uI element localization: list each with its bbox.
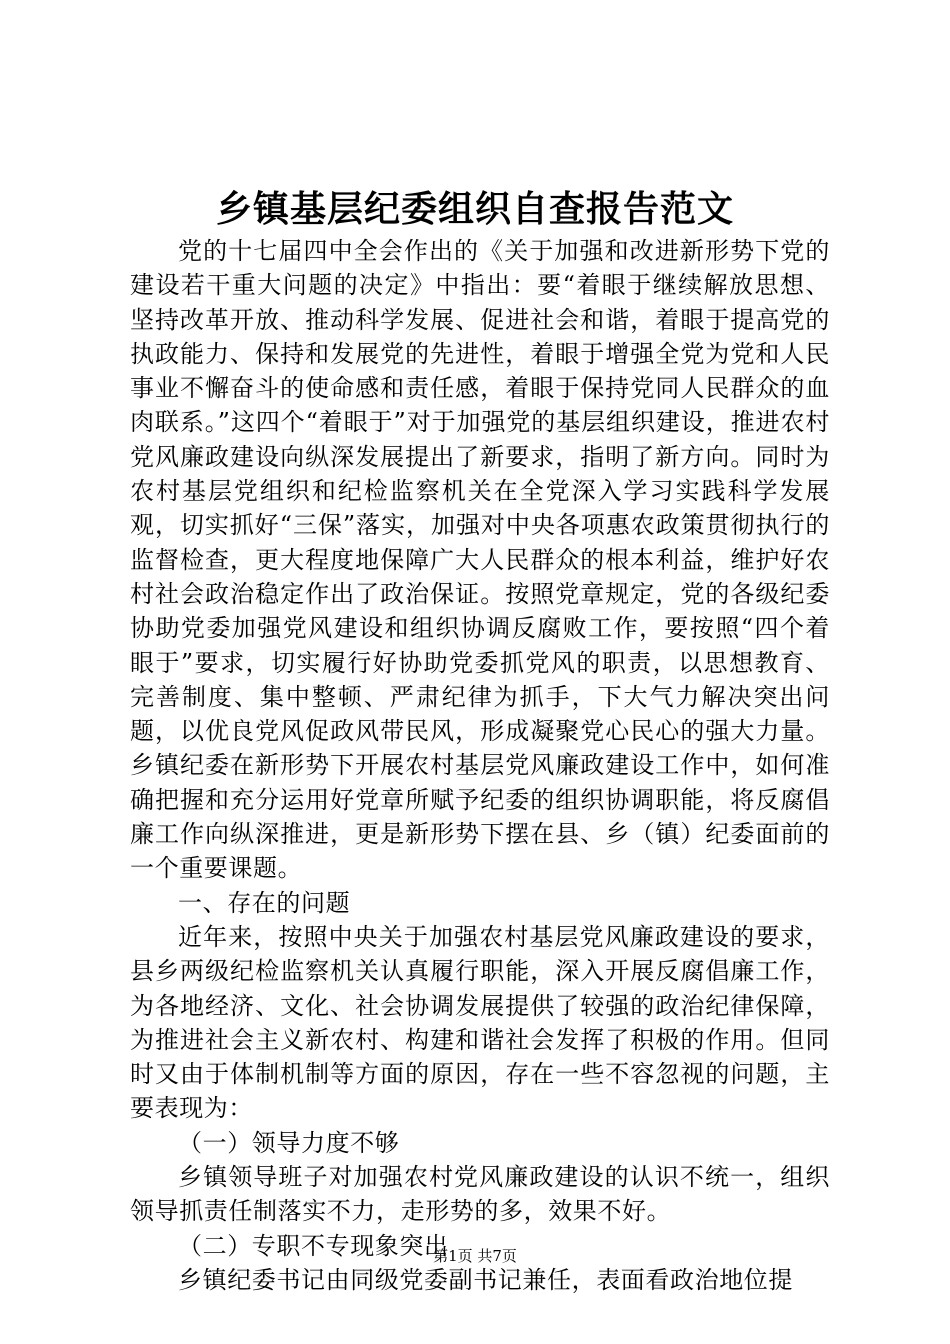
paragraph-problems: 近年来，按照中央关于加强农村基层党风廉政建设的要求，县乡两级纪检监察机关认真履行职能，深入开展反腐倡廉工作，为各地经济、文化、社会协调发展提供了较强的政治纪律保障，为推进社会主义新农村、构建和谐社会发挥了积极的作用。但同时又由于体制机制等方面的原因，存在一些不容忽视的问题，主要表现为： bbox=[130, 922, 830, 1123]
subheading-fulltime: （二）专职不专现象突出 bbox=[178, 1231, 449, 1260]
page-number-footer: 第1页 共7页 bbox=[433, 1247, 517, 1265]
document-body bbox=[130, 234, 830, 1297]
paragraph-leadership: 乡镇领导班子对加强农村党风廉政建设的认识不统一，组织领导抓责任制落实不力，走形势的多，效果不好。 bbox=[130, 1163, 830, 1226]
paragraph-intro: 党的十七届四中全会作出的《关于加强和改进新形势下党的建设若干重大问题的决定》中指出：要“着眼于继续解放思想、坚持改革开放、推动科学发展、促进社会和谐，着眼于提高党的执政能力、保持和发展党的先进性，着眼于增强全党为党和人民事业不懈奋斗的使命感和责任感，着眼于保持党同人民群众的血肉联系。”这四个“着眼于”对于加强党的基层组织建设，推进农村党风廉政建设向纵深发展提出了新要求，指明了新方向。同时为农村基层党组织和纪检监察机关在全党深入学习实践科学发展观，切实抓好“三保”落实，加强对中央各项惠农政策贯彻执行的监督检查，更大程度地保障广大人民群众的根本利益，维护好农村社会政治稳定作出了政治保证。按照党章规定，党的各级纪委协助党委加强党风建设和组织协调反腐败工作，要按照“四个着眼于”要求，切实履行好协助党委抓党风的职责，以思想教育、完善制度、集中整顿、严肃纪律为抓手，下大气力解决突出问题，以优良党风促政风带民风，形成凝聚党心民心的强大力量。乡镇纪委在新形势下开展农村基层党风廉政建设工作中，如何准确把握和充分运用好党章所赋予纪委的组织协调职能，将反腐倡廉工作向纵深推进，更是新形势下摆在县、乡（镇）纪委面前的一个重要课题。 bbox=[130, 237, 830, 883]
subheading-leadership: （一）领导力度不够 bbox=[178, 1128, 400, 1157]
document-title: 乡镇基层纪委组织自查报告范文 bbox=[215, 188, 734, 230]
paragraph-fulltime: 乡镇纪委书记由同级党委副书记兼任，表面看政治地位提 bbox=[178, 1265, 793, 1294]
section-heading-problems: 一、存在的问题 bbox=[178, 888, 351, 917]
